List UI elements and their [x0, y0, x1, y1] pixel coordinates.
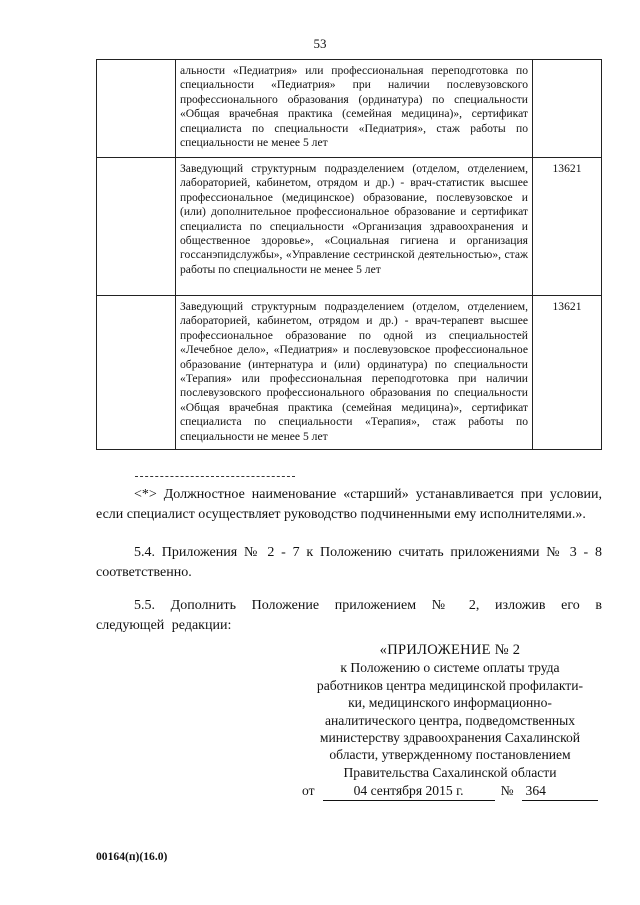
table-row — [97, 60, 602, 158]
paragraph-5-5: 5.5. Дополнить Положение приложением № 2, изложив его в следующей редакции: — [96, 598, 602, 633]
appendix-line: ки, медицинского информационно- — [348, 695, 552, 711]
date-from-label: от — [302, 783, 315, 799]
appendix-line: аналитического центра, подведомственных — [324, 712, 576, 728]
table-cell-code — [533, 60, 602, 158]
appendix-line: области, утвержденному постановлением — [329, 747, 571, 763]
table-row — [97, 158, 602, 296]
table-cell-num — [97, 158, 176, 296]
resolution-number: 364 — [522, 782, 598, 800]
number-label: № — [500, 783, 514, 799]
table-row — [97, 296, 602, 450]
appendix-block — [298, 642, 602, 801]
appendix-line: Правительства Сахалинской области — [343, 764, 557, 780]
resolution-date: 04 сентября 2015 г. — [323, 782, 495, 800]
table-cell-description: Заведующий структурным подразделением (отделом, отделением, лабораторией, кабинетом, отрядом и др.) - врач-терапевт высшее профессиональное образование по одной из специальностей «Лечебное дело», «Педиатрия» и послевузовское профессиональное образование (интернатура и (или) ординатура) по специальности «Терапия» или профессиональная переподготовка при наличии послевузовского профессионального образования по специальности «Общая врачебная практика (семейная медицина)», сертификат специалиста по специальности «Терапия», стаж работы по специальности не менее 5 лет — [176, 296, 533, 450]
positions-table — [96, 59, 602, 450]
appendix-date-line — [298, 782, 602, 800]
table-cell-num — [97, 296, 176, 450]
table-cell-description: Заведующий структурным подразделением (отделом, отделением, лабораторией, кабинетом, отрядом и др.) - врач-статистик высшее профессиональное (медицинское) образование, послевузовское и (или) дополнительное профессиональное образование и сертификат специалиста по специальности «Организация здравоохранения и общественное здоровье», «Социальная гигиена и организация госсанэпидслужбы», «Управление сестринской деятельностью», стаж работы по специальности не менее 5 лет — [176, 158, 533, 296]
table-cell-description: альности «Педиатрия» или профессиональная переподготовка по специальности «Педиатрия» при наличии послевузовского профессионального образования (ординатура) по специальности «Общая врачебная практика (семейная медицина)», сертификат специалиста по специальности «Педиатрия», стаж работы по специальности не менее 5 лет — [176, 60, 533, 158]
table-cell-code: 13621 — [533, 296, 602, 450]
page-number: 53 — [313, 36, 327, 51]
footnote-text: <*> Должностное наименование «старший» устанавливается при условии, если специалист осуществляет руководство подчиненными ему исполнителями.». — [96, 487, 602, 522]
document-code: 00164(п)(16.0) — [96, 850, 168, 863]
appendix-title: «ПРИЛОЖЕНИЕ № 2 — [379, 642, 521, 658]
table-cell-code: 13621 — [533, 158, 602, 296]
appendix-line: к Положению о системе оплаты труда — [340, 660, 560, 676]
appendix-line: работников центра медицинской профилакти- — [316, 677, 584, 693]
table-cell-num — [97, 60, 176, 158]
footnote-divider — [135, 476, 295, 477]
appendix-line: министерству здравоохранения Сахалинской — [319, 730, 581, 746]
paragraph-5-4: 5.4. Приложения № 2 - 7 к Положению считать приложениями № 3 - 8 соответственно. — [96, 545, 602, 580]
